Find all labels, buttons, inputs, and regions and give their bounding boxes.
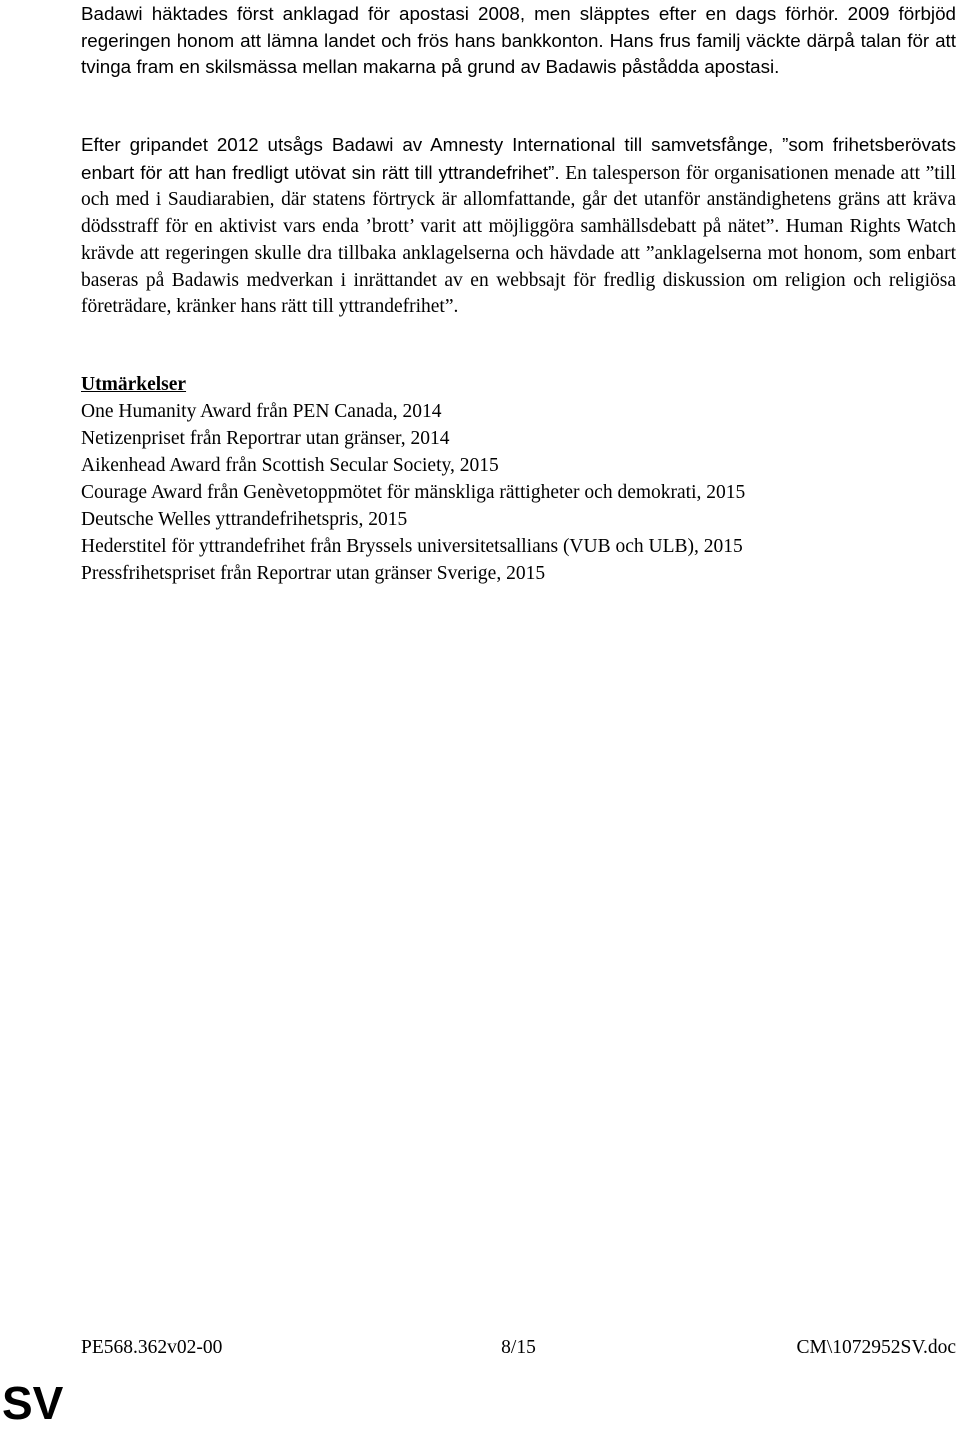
award-item: Courage Award från Genèvetoppmötet för mänskliga rättigheter och demokrati, 2015 <box>81 482 746 503</box>
award-item: One Humanity Award från PEN Canada, 2014 <box>81 401 442 422</box>
paragraph-amnesty-rest: En talesperson för organisationen menade att ”till och med i Saudiarabien, där statens förtryck är allomfattande, går det utanför anständighetens gräns att kräva dödsstraff för en aktivist vars enda ’brott’ varit att möjliggöra samhällsdebatt på nätet”. Human Rights Watch krävde att regeringen skulle dra tillbaka anklagelserna och hävdade att ”anklagelserna mot honom, som enbart baseras på Badawis medverkan i inrättandet av en webbsajt för fredlig diskussion om religion och religiösa företrädare, kränker hans rätt till yttrandefrihet”. <box>81 162 956 318</box>
paragraph-amnesty <box>81 132 956 321</box>
paragraph-apostasy: Badawi häktades först anklagad för apostasi 2008, men släpptes efter en dags förhör. 2009 förbjöd regeringen honom att lämna landet och frös hans bankkonton. Hans frus familj väckte därpå talan för att tvinga fram en skilsmässa mellan makarna på grund av Badawis påstådda apostasi. <box>81 3 956 78</box>
language-code: SV <box>2 1377 64 1429</box>
awards-heading: Utmärkelser <box>81 374 187 395</box>
footer-file-name: CM\1072952SV.doc <box>796 1337 956 1358</box>
paragraph-amnesty-lead: Efter gripandet 2012 utsågs Badawi av Amnesty International till samvetsfånge, ”som frihetsberövats enbart för att han fredligt utövat sin rätt till yttrandefrihet”. <box>81 134 956 183</box>
award-item: Pressfrihetspriset från Reportrar utan gränser Sverige, 2015 <box>81 563 546 584</box>
footer-doc-ref: PE568.362v02-00 <box>81 1337 223 1358</box>
awards-list <box>81 398 745 587</box>
award-item: Aikenhead Award från Scottish Secular Society, 2015 <box>81 455 499 476</box>
award-item: Netizenpriset från Reportrar utan gränser, 2014 <box>81 428 450 449</box>
award-item: Deutsche Welles yttrandefrihetspris, 2015 <box>81 509 408 530</box>
footer-page-number: 8/15 <box>501 1337 536 1358</box>
page-footer <box>81 1335 956 1361</box>
award-item: Hederstitel för yttrandefrihet från Bryssels universitetsallians (VUB och ULB), 2015 <box>81 536 743 557</box>
